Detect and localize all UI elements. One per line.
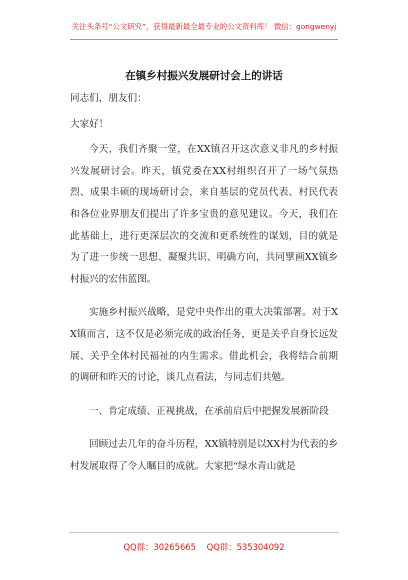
greeting: 大家好！ xyxy=(70,118,109,130)
header-divider xyxy=(70,39,338,40)
section-heading: 一、肯定成绩、正视挑战，在承前启后中把握发展新阶段 xyxy=(89,405,329,417)
salutation: 同志们，朋友们： xyxy=(70,93,147,104)
footer-contact xyxy=(70,541,338,553)
document-body xyxy=(70,88,338,478)
page-footer xyxy=(70,532,338,557)
header-banner: 关注头条号“公文研究”，获得最新最全最专业的公文资料库！ 微信：gongwenyj xyxy=(71,22,337,31)
document-title: 在镇乡村振兴发展研讨会上的讲话 xyxy=(125,70,283,82)
body-paragraph: 回顾过去几年的奋斗历程，XX镇特别是以XX村为代表的乡村发展取得了令人瞩目的成就。大家把“绿水青山就是 xyxy=(70,439,338,472)
footer-qq-group-1: QQ群：30265665 xyxy=(123,542,196,552)
body-paragraph: 今天，我们齐聚一堂，在XX镇召开这次意义非凡的乡村振兴发展研讨会。昨天，镇党委在XX村组织召开了一场气氛热烈、成果丰硕的现场研讨会，来自基层的党员代表、村民代表和各位业界朋友们提出了许多宝贵的意见建议。今天，我们在此基础上，进行更深层次的交流和更系统性的谋划，目的就是为了进一步统一思想、凝聚共识、明确方向，共同擘画XX镇乡村振兴的宏伟蓝图。 xyxy=(70,144,338,285)
body-paragraph: 实施乡村振兴战略，是党中央作出的重大决策部署。对于XX镇而言，这不仅是必须完成的政治任务，更是关乎自身长远发展、关乎全体村民福祉的内生需求。借此机会，我将结合前期的调研和昨天的讨论，谈几点看法，与同志们共勉。 xyxy=(70,307,338,384)
footer-qq-group-2: QQ群：535304092 xyxy=(206,542,285,552)
